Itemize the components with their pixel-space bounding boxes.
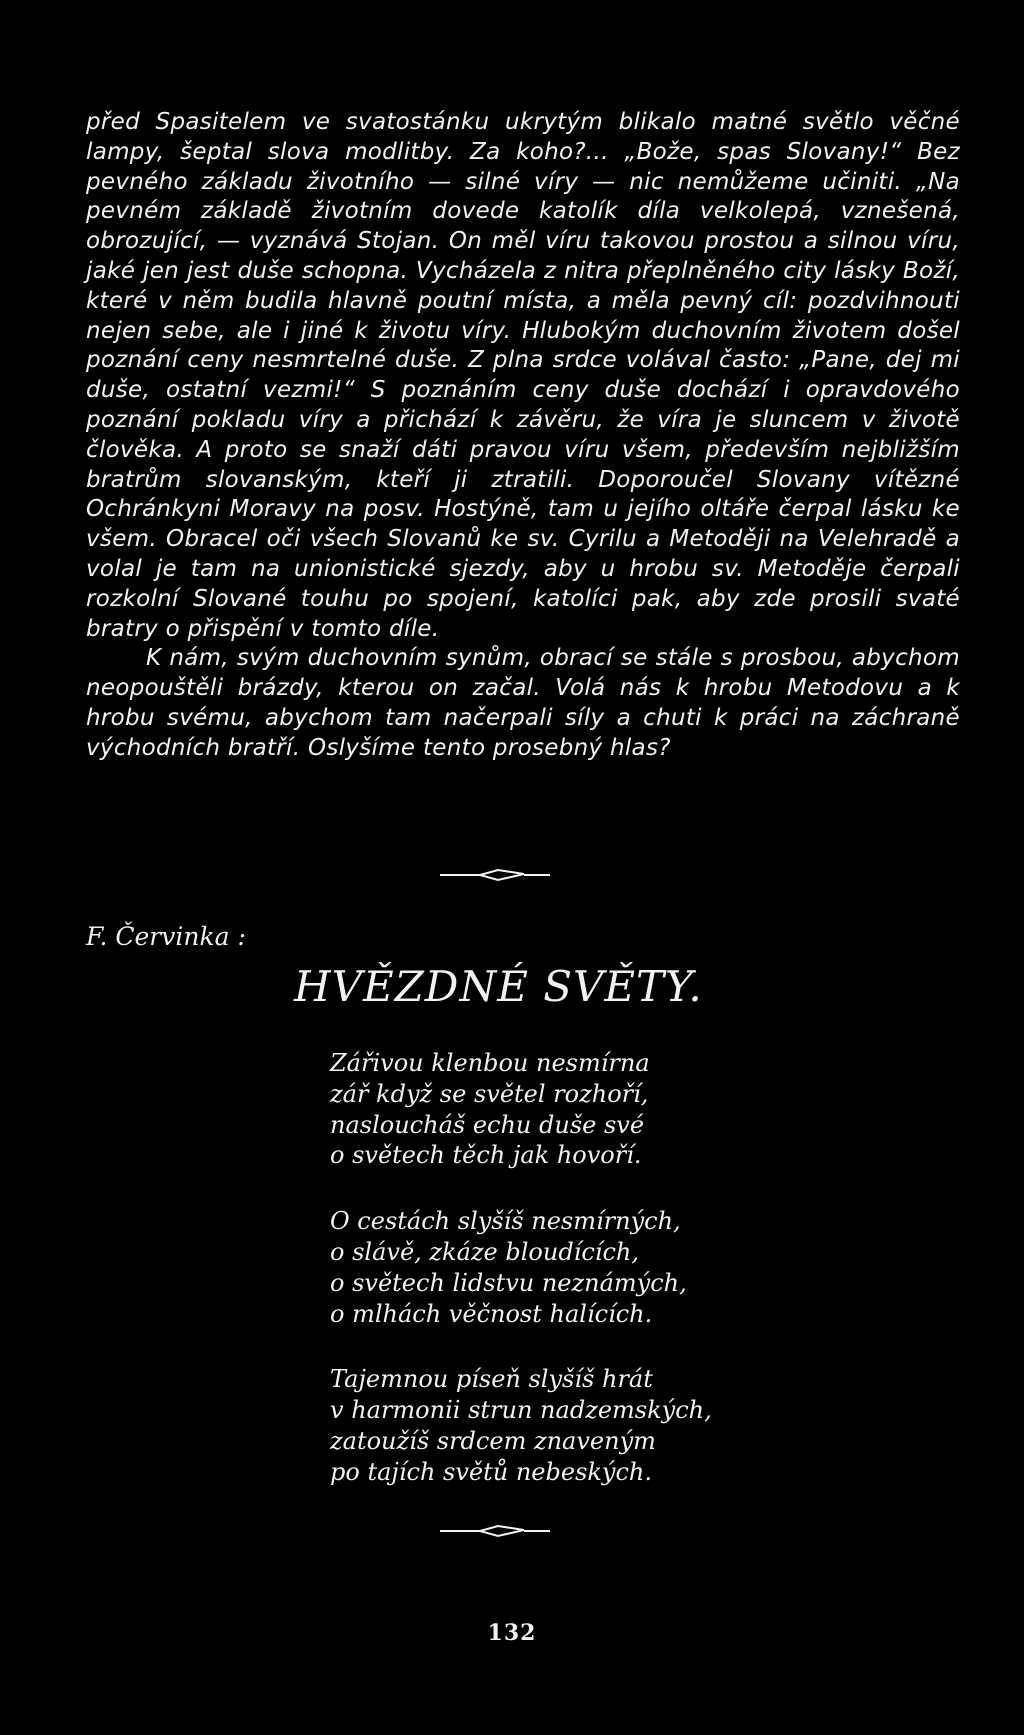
verse: Tajemnou píseň slyšíš hrát bbox=[330, 1365, 653, 1394]
verse: zář když se světel rozhoří, bbox=[330, 1079, 649, 1108]
verse: o mlhách věčnost halících. bbox=[330, 1299, 653, 1328]
page-number: 132 bbox=[487, 1620, 537, 1646]
poem-title: HVĚZDNÉ SVĚTY. bbox=[294, 962, 703, 1011]
verse: o světech těch jak hovoří. bbox=[330, 1141, 642, 1170]
poem bbox=[330, 1048, 890, 1523]
verse: o světech lidstvu neznámých, bbox=[330, 1268, 687, 1297]
verse: o slávě, zkáze bloudících, bbox=[330, 1237, 639, 1266]
verse: Zářivou klenbou nesmírna bbox=[330, 1049, 650, 1077]
verse: nasloucháš echu duše své bbox=[330, 1110, 645, 1139]
verse: v harmonii strun nadzemských, bbox=[330, 1396, 712, 1425]
stanza bbox=[330, 1364, 890, 1487]
line-ornament-icon bbox=[440, 868, 550, 882]
verse: po tajích světů nebeských. bbox=[330, 1457, 653, 1486]
stanza bbox=[330, 1048, 890, 1171]
verse: O cestách slyšíš nesmírných, bbox=[330, 1207, 681, 1236]
line-ornament-icon bbox=[440, 1524, 550, 1538]
verse: zatoužíš srdcem znaveným bbox=[330, 1426, 656, 1455]
stanza bbox=[330, 1206, 890, 1329]
paragraph: před Spasitelem ve svatostánku ukrytým blikalo matné světlo věčné lampy, šeptal slova modlitby. Za koho?... „Bože, spas Slovany!“ Bez pevného základu životního — silné víry — nic nemůžeme učiniti. „Na pevném základě životním dovede katolík díla velkolepá, vznešená, obrozující, — vyznává Stojan. On měl víru takovou prostou a silnou víru, jaké jen jest duše schopna. Vycházela z nitra přeplněného city lásky Boží, které v něm budila hlavně poutní místa, a měla pevný cíl: pozdvihnouti nejen sebe, ale i jiné k životu víry. Hlubokým duchovním životem došel poznání ceny nesmrtelné duše. Z plna srdce volával často: „Pane, dej mi duše, ostatní vezmi!“ S poznáním ceny duše dochází i opravdového poznání pokladu víry a přichází k závěru, že víra je sluncem v životě člověka. A proto se snaží dáti pravou víru všem, především nejbližším bratrům slovanským, kteří ji ztratili. Doporoučel Slovany vítězné Ochránkyni Moravy na posv. Hostýně, tam u jejího oltáře čerpal lásku ke všem. Obracel oči všech Slovanů ke sv. Cyrilu a Metoději na Velehradě a volal je tam na unionistické sjezdy, aby u hrobu sv. Metoděje čerpali rozkolní Slované touhu po spojení, katolíci pak, aby zde prosili svaté bratry o přispění v tomto díle. bbox=[86, 109, 960, 642]
author-name: F. Červinka : bbox=[86, 922, 246, 951]
paragraph: K nám, svým duchovním synům, obrací se stále s prosbou, abychom neopouštěli brázdy, kterou on začal. Volá nás k hrobu Metodovu a k hrobu svému, abychom tam načerpali síly a chuti k práci na záchraně východních bratří. Oslyšíme tento prosebný hlas? bbox=[86, 645, 960, 761]
prose-text bbox=[86, 108, 960, 764]
